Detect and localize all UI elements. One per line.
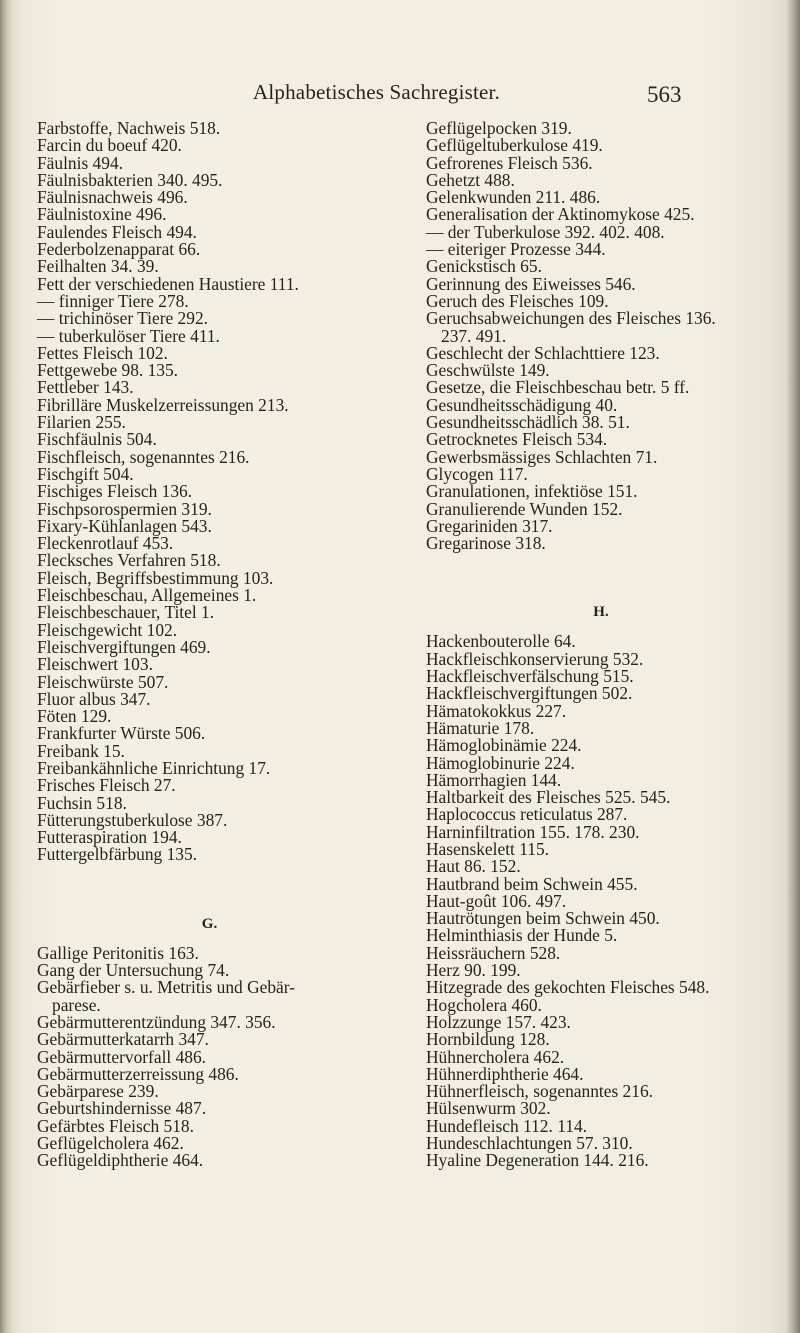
index-entry: Fütterungstuberkulose 387. [37, 809, 228, 830]
index-entry-continuation: 237. 491. [441, 325, 507, 346]
index-entries-h [426, 633, 776, 1169]
index-entry: Fleisch, Begriffsbestimmung 103. [37, 567, 274, 588]
index-entry: Hasenskelett 115. [426, 838, 549, 859]
section-heading-h: H. [593, 604, 609, 621]
index-column-left [37, 120, 382, 1170]
index-entry: Fibrilläre Muskelzerreissungen 213. [37, 394, 289, 415]
index-entry: Hühnerfleisch, sogenanntes 216. [426, 1081, 653, 1102]
index-entry: Hackfleischverfälschung 515. [426, 666, 634, 687]
index-entry: Getrocknetes Fleisch 534. [426, 429, 608, 450]
index-entry: Freibankähnliche Einrichtung 17. [37, 757, 271, 778]
index-entry: Heissräuchern 528. [426, 942, 561, 963]
index-entry: Föten 129. [37, 706, 112, 727]
index-entry: Gehetzt 488. [426, 169, 515, 190]
index-entry: Fett der verschiedenen Haustiere 111. [37, 273, 299, 294]
index-entry: Fleischgewicht 102. [37, 619, 178, 640]
index-entry: Fäulnis 494. [37, 152, 123, 173]
index-entry: Futteraspiration 194. [37, 827, 182, 848]
index-entry: Futtergelbfärbung 135. [37, 844, 198, 865]
index-entry: Granulierende Wunden 152. [426, 498, 623, 519]
index-entry: Gebärmutterzerreissung 486. [37, 1063, 239, 1084]
index-entry: Gebärmutterentzündung 347. 356. [37, 1011, 276, 1032]
page-gutter-shadow [0, 0, 22, 1333]
index-entry: Gebärparese 239. [37, 1081, 159, 1102]
page-header [0, 80, 800, 110]
index-entry: Geflügeldiphtherie 464. [37, 1150, 204, 1171]
index-entry: Farbstoffe, Nachweis 518. [37, 118, 221, 138]
index-entry: Hackenbouterolle 64. [426, 631, 576, 652]
index-entry: Hundeschlachtungen 57. 310. [426, 1133, 633, 1154]
index-entry: Gregarinose 318. [426, 533, 546, 554]
index-entry-continuation: parese. [52, 994, 101, 1015]
index-entry: Herz 90. 199. [426, 960, 521, 981]
index-entry: Fettleber 143. [37, 377, 134, 398]
index-entry: Fleischbeschauer, Titel 1. [37, 602, 215, 623]
index-entry: Haltbarkeit des Fleisches 525. 545. [426, 787, 671, 808]
index-entry: Geruchsabweichungen des Fleisches 136. [426, 308, 716, 329]
index-entry: Fleischvergiftungen 469. [37, 636, 211, 657]
section-heading-g: G. [201, 915, 218, 932]
index-entry: — eiteriger Prozesse 344. [426, 239, 606, 260]
index-entry: — finniger Tiere 278. [37, 290, 189, 311]
page-edge-shadow [786, 0, 800, 1333]
running-title: Alphabetisches Sachregister. [253, 80, 501, 104]
index-entry: Granulationen, infektiöse 151. [426, 481, 638, 502]
index-entry: Gewerbsmässiges Schlachten 71. [426, 446, 658, 467]
index-entry: Fäulnisbakterien 340. 495. [37, 169, 223, 190]
index-column-right [426, 120, 776, 1170]
index-entry: Fischgift 504. [37, 463, 134, 484]
index-entry: — der Tuberkulose 392. 402. 408. [426, 221, 665, 242]
index-entry: Hornbildung 128. [426, 1029, 550, 1050]
index-entry: Filarien 255. [37, 412, 126, 433]
index-entry: Feilhalten 34. 39. [37, 256, 159, 277]
index-entry: Frankfurter Würste 506. [37, 723, 206, 744]
index-entry: Hülsenwurm 302. [426, 1098, 551, 1119]
index-entry: Fettes Fleisch 102. [37, 342, 168, 363]
index-entry: Hühnercholera 462. [426, 1046, 565, 1067]
index-entry: Gesetze, die Fleischbeschau betr. 5 ff. [426, 377, 690, 398]
index-entry: Geflügeltuberkulose 419. [426, 135, 603, 156]
index-entries-f [37, 120, 382, 864]
index-entry: Hautrötungen beim Schwein 450. [426, 908, 660, 929]
index-entry: Fischiges Fleisch 136. [37, 481, 193, 502]
index-entry: Fleischbeschau, Allgemeines 1. [37, 585, 257, 606]
index-entry: Geflügelcholera 462. [37, 1133, 184, 1154]
index-entry: Gebärfieber s. u. Metritis und Gebär- [37, 977, 296, 998]
index-entry: Geburtshindernisse 487. [37, 1098, 207, 1119]
index-entry: Farcin du boeuf 420. [37, 135, 182, 156]
index-entry: Holzzunge 157. 423. [426, 1011, 571, 1032]
index-entry: Hämaturie 178. [426, 717, 535, 738]
index-entry: Hundefleisch 112. 114. [426, 1115, 587, 1136]
index-entry: Hyaline Degeneration 144. 216. [426, 1150, 649, 1171]
index-entry: Geschwülste 149. [426, 360, 550, 381]
index-entry: Haut 86. 152. [426, 856, 521, 877]
index-entry: Geflügelpocken 319. [426, 118, 572, 138]
index-entry: Gang der Untersuchung 74. [37, 960, 230, 981]
index-entry: Fixary-Kühlanlagen 543. [37, 515, 212, 536]
index-entry: Freibank 15. [37, 740, 125, 761]
section-gap [37, 864, 382, 902]
index-entry: Fleischwürste 507. [37, 671, 169, 692]
index-entry: — tuberkulöser Tiere 411. [37, 325, 220, 346]
index-entry: — trichinöser Tiere 292. [37, 308, 208, 329]
index-entry: Fischfleisch, sogenanntes 216. [37, 446, 250, 467]
index-entry: Fäulnisnachweis 496. [37, 187, 188, 208]
index-entry: Fischpsorospermien 319. [37, 498, 212, 519]
index-entry: Haplococcus reticulatus 287. [426, 804, 628, 825]
index-entries-g [37, 942, 382, 1171]
index-entry: Fäulnistoxine 496. [37, 204, 167, 225]
section-gap [426, 552, 776, 590]
index-entry: Hogcholera 460. [426, 994, 542, 1015]
index-entry: Hämoglobinurie 224. [426, 752, 575, 773]
index-entry: Gregariniden 317. [426, 515, 553, 536]
index-entry: Gebärmuttervorfall 486. [37, 1046, 207, 1067]
index-entry: Generalisation der Aktinomykose 425. [426, 204, 695, 225]
index-entry: Genickstisch 65. [426, 256, 542, 277]
index-entry: Hautbrand beim Schwein 455. [426, 873, 638, 894]
index-entry: Geschlecht der Schlachttiere 123. [426, 342, 660, 363]
index-entry: Geruch des Fleisches 109. [426, 290, 609, 311]
index-entry: Gerinnung des Eiweisses 546. [426, 273, 636, 294]
index-entry: Harninfiltration 155. 178. 230. [426, 821, 640, 842]
index-entry: Gebärmutterkatarrh 347. [37, 1029, 209, 1050]
index-entry: Faulendes Fleisch 494. [37, 221, 197, 242]
index-entry: Fleischwert 103. [37, 654, 153, 675]
index-entry: Hackfleischvergiftungen 502. [426, 683, 633, 704]
index-entry: Helminthiasis der Hunde 5. [426, 925, 618, 946]
index-entry: Haut-goût 106. 497. [426, 890, 567, 911]
index-entry: Flecksches Verfahren 518. [37, 550, 221, 571]
index-entry: Hitzegrade des gekochten Fleisches 548. [426, 977, 710, 998]
index-entry: Gelenkwunden 211. 486. [426, 187, 601, 208]
index-entry: Hackfleischkonservierung 532. [426, 648, 644, 669]
index-entry: Fettgewebe 98. 135. [37, 360, 179, 381]
index-entry: Gefrorenes Fleisch 536. [426, 152, 593, 173]
index-entry: Fuchsin 518. [37, 792, 127, 813]
index-entry: Gefärbtes Fleisch 518. [37, 1115, 194, 1136]
index-entry: Frisches Fleisch 27. [37, 775, 176, 796]
page-number: 563 [647, 82, 682, 107]
index-entry: Glycogen 117. [426, 463, 528, 484]
index-entry: Gallige Peritonitis 163. [37, 942, 199, 963]
index-entry: Fluor albus 347. [37, 688, 151, 709]
index-entry: Hämatokokkus 227. [426, 700, 567, 721]
index-entry: Gesundheitsschädigung 40. [426, 394, 618, 415]
index-entry: Hämoglobinämie 224. [426, 735, 582, 756]
index-entry: Hämorrhagien 144. [426, 769, 562, 790]
index-entry: Gesundheitsschädlich 38. 51. [426, 412, 630, 433]
index-entry: Hühnerdiphtherie 464. [426, 1063, 584, 1084]
index-entry: Federbolzenapparat 66. [37, 239, 201, 260]
index-entry: Fleckenrotlauf 453. [37, 533, 174, 554]
index-entries-g-continued [426, 120, 776, 552]
index-entry: Fischfäulnis 504. [37, 429, 157, 450]
